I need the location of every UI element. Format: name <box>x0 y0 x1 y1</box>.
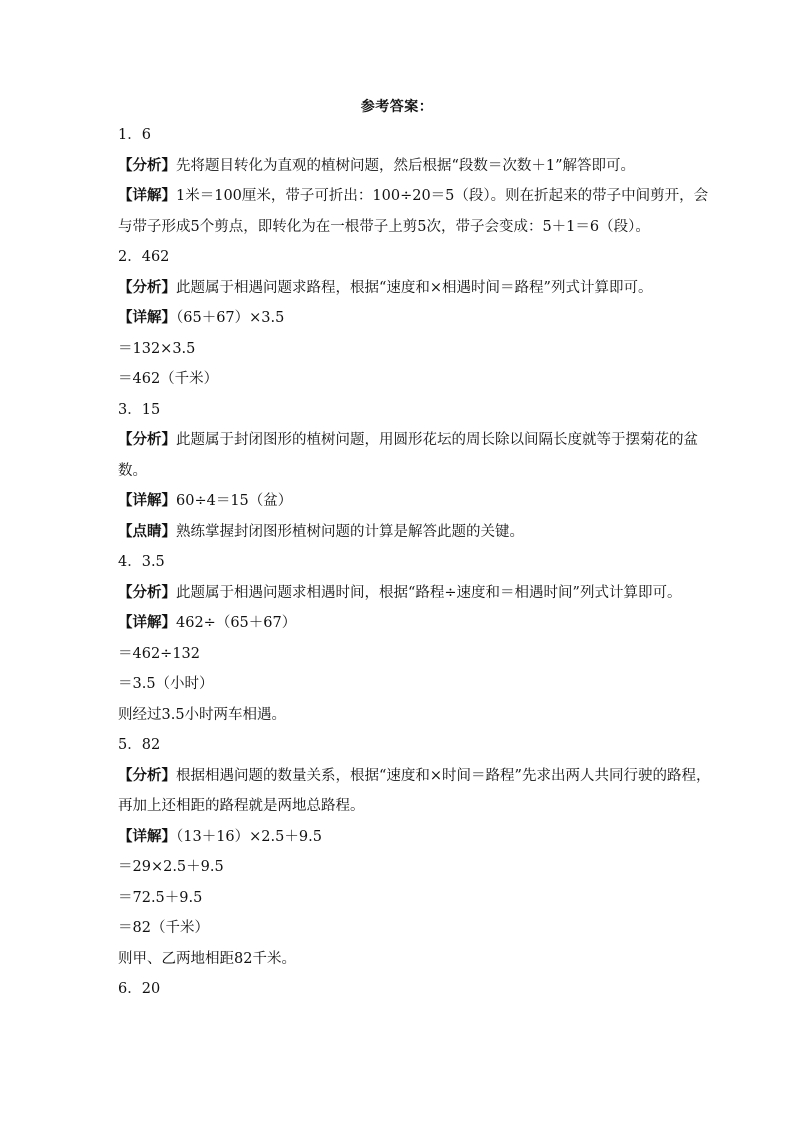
q5-detail-line3: ＝72.5＋9.5 <box>118 889 203 906</box>
analysis-text: 此题属于封闭图形的植树问题，用圆形花坛的周长除以间隔长度就等于摆菊花的盆 <box>176 432 698 448</box>
detail-text: 1米＝100厘米，带子可折出：100÷20＝5（段）。则在折起来的带子中间剪开，会 <box>176 188 709 204</box>
q1-analysis <box>118 151 698 182</box>
q5-conclusion: 则甲、乙两地相距82千米。 <box>118 950 296 967</box>
point-text: 熟练掌握封闭图形植树问题的计算是解答此题的关键。 <box>176 523 524 540</box>
analysis-tag: 【分析】 <box>118 278 176 296</box>
q4-analysis <box>118 578 698 609</box>
q4-detail-line3: ＝3.5（小时） <box>118 676 214 692</box>
q2-analysis <box>118 273 698 304</box>
analysis-text: 此题属于相遇问题求相遇时间，根据“路程÷速度和＝相遇时间”列式计算即可。 <box>176 584 682 601</box>
q3-head: 3．15 <box>118 401 161 418</box>
q6-head: 6．20 <box>118 981 161 997</box>
analysis-tag: 【分析】 <box>118 156 176 174</box>
page-title: 参考答案： <box>360 99 434 115</box>
q4-head: 4．3.5 <box>118 554 165 570</box>
q3-point <box>118 517 698 548</box>
q3-detail <box>118 486 698 517</box>
q1-detail-line2: 与带子形成5个剪点，即转化为在一根带子上剪5次，带子会变成：5＋1＝6（段）。 <box>118 218 650 235</box>
q4-detail-line2: ＝462÷132 <box>118 645 201 662</box>
q1-head: 1．6 <box>118 127 151 143</box>
detail-tag: 【详解】 <box>118 827 176 845</box>
q3-analysis-line1 <box>118 425 698 456</box>
detail-tag: 【详解】 <box>118 614 176 631</box>
q5-detail-line2: ＝29×2.5＋9.5 <box>118 859 224 875</box>
analysis-text: 根据相遇问题的数量关系，根据“速度和×时间＝路程”先求出两人共同行驶的路程， <box>176 767 711 784</box>
q5-analysis-line2: 再加上还相距的路程就是两地总路程。 <box>118 798 365 814</box>
q5-analysis-line1 <box>118 761 711 792</box>
detail-tag: 【详解】 <box>118 492 176 509</box>
detail-text: （65＋67）×3.5 <box>176 310 285 326</box>
q5-detail-line1 <box>118 822 698 853</box>
detail-text: 462÷（65＋67） <box>176 615 297 631</box>
q3-analysis-line2: 数。 <box>118 462 147 479</box>
q5-head: 5．82 <box>118 737 161 753</box>
q1-detail-line1 <box>118 181 709 212</box>
q2-detail-line2: ＝132×3.5 <box>118 340 196 357</box>
q5-detail-line4: ＝82（千米） <box>118 920 209 936</box>
analysis-tag: 【分析】 <box>118 431 176 448</box>
answer-list <box>118 120 711 1005</box>
detail-text: （13＋16）×2.5＋9.5 <box>176 828 322 845</box>
q4-conclusion: 则经过3.5小时两车相遇。 <box>118 706 287 723</box>
detail-tag: 【详解】 <box>118 187 176 204</box>
analysis-tag: 【分析】 <box>118 583 176 601</box>
analysis-tag: 【分析】 <box>118 766 176 784</box>
detail-text: 60÷4＝15（盆） <box>176 493 293 509</box>
detail-tag: 【详解】 <box>118 309 176 326</box>
point-tag: 【点睛】 <box>118 522 176 540</box>
q2-detail-line1 <box>118 303 698 334</box>
q4-detail-line1 <box>118 608 698 639</box>
analysis-text: 先将题目转化为直观的植树问题，然后根据“段数＝次数＋1”解答即可。 <box>176 157 636 174</box>
analysis-text: 此题属于相遇问题求路程，根据“速度和×相遇时间＝路程”列式计算即可。 <box>176 279 653 296</box>
q2-head: 2．462 <box>118 249 170 265</box>
q2-detail-line3: ＝462（千米） <box>118 371 219 387</box>
